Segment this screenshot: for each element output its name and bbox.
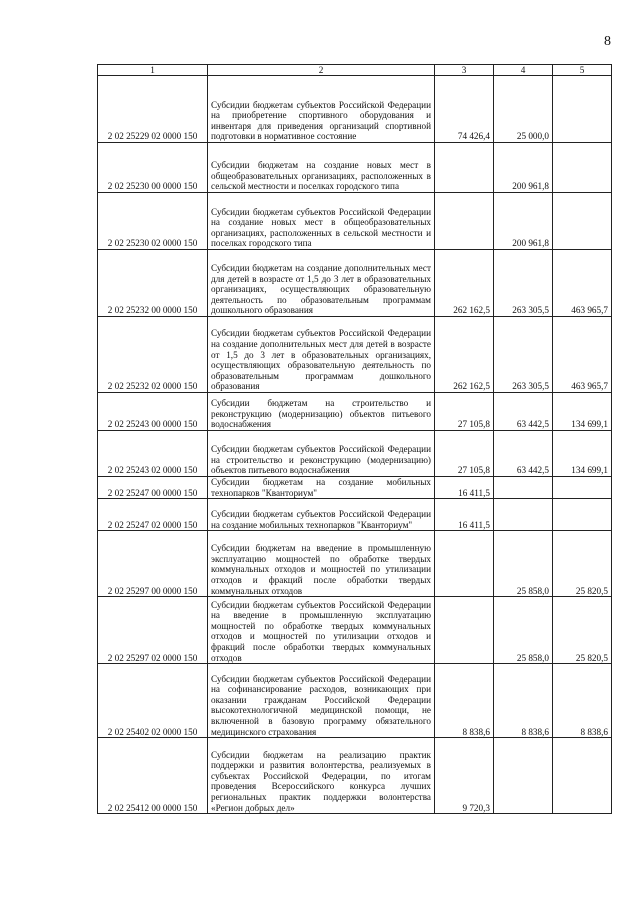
value-col5-cell (553, 499, 612, 531)
table-row (98, 597, 612, 664)
description-cell: Субсидии бюджетам на строительство и реконструкцию (модернизацию) объектов питьевого водоснабжения (208, 393, 435, 431)
value-col5-cell: 25 820,5 (553, 531, 612, 597)
budget-code-cell: 2 02 25243 02 0000 150 (98, 431, 208, 477)
description-cell: Субсидии бюджетам субъектов Российской Федерации на строительство и реконструкцию (модернизацию) объектов питьевого водоснабжения (208, 431, 435, 477)
column-header-3: 3 (435, 65, 494, 76)
budget-code-cell: 2 02 25230 00 0000 150 (98, 143, 208, 193)
value-col3-cell: 74 426,4 (435, 76, 494, 143)
table-row (98, 531, 612, 597)
column-header-1: 1 (98, 65, 208, 76)
value-col3-cell: 262 162,5 (435, 317, 494, 393)
description-cell: Субсидии бюджетам на введение в промышленную эксплуатацию мощностей по обработке твердых коммунальных отходов и мощностей по утилизации отходов и фракций после обработки твердых коммунальных отходов (208, 531, 435, 597)
value-col3-cell: 16 411,5 (435, 477, 494, 499)
value-col3-cell: 27 105,8 (435, 431, 494, 477)
value-col4-cell: 25 858,0 (494, 531, 553, 597)
description-cell: Субсидии бюджетам на создание мобильных технопарков "Кванториум" (208, 477, 435, 499)
description-cell: Субсидии бюджетам на реализацию практик поддержки и развития волонтерства, реализуемых в субъектах Российской Федерации, по итогам проведения Всероссийского конкурса лучших региональных практик поддержки волонтерства «Регион добрых дел» (208, 738, 435, 814)
value-col3-cell (435, 531, 494, 597)
column-header-5: 5 (553, 65, 612, 76)
budget-code-cell: 2 02 25232 02 0000 150 (98, 317, 208, 393)
budget-code-cell: 2 02 25230 02 0000 150 (98, 193, 208, 250)
value-col4-cell: 63 442,5 (494, 431, 553, 477)
value-col5-cell (553, 193, 612, 250)
value-col4-cell: 263 305,5 (494, 317, 553, 393)
value-col4-cell: 25 858,0 (494, 597, 553, 664)
value-col3-cell: 8 838,6 (435, 664, 494, 738)
value-col3-cell: 27 105,8 (435, 393, 494, 431)
value-col5-cell: 25 820,5 (553, 597, 612, 664)
budget-code-cell: 2 02 25412 00 0000 150 (98, 738, 208, 814)
value-col4-cell (494, 738, 553, 814)
value-col4-cell: 263 305,5 (494, 250, 553, 317)
column-header-2: 2 (208, 65, 435, 76)
table-row (98, 664, 612, 738)
table-row (98, 250, 612, 317)
table-row (98, 738, 612, 814)
value-col5-cell (553, 738, 612, 814)
table-row (98, 499, 612, 531)
table-row (98, 193, 612, 250)
value-col5-cell: 134 699,1 (553, 393, 612, 431)
value-col5-cell (553, 76, 612, 143)
value-col4-cell (494, 477, 553, 499)
description-cell: Субсидии бюджетам субъектов Российской Федерации на софинансирование расходов, возникающих при оказании гражданам Российской Федерации высокотехнологичной медицинской помощи, не включенной в базовую программу обязательного медицинского страхования (208, 664, 435, 738)
budget-code-cell: 2 02 25297 00 0000 150 (98, 531, 208, 597)
table-row (98, 143, 612, 193)
value-col3-cell (435, 597, 494, 664)
table-row (98, 431, 612, 477)
header-row (98, 65, 612, 76)
value-col5-cell: 8 838,6 (553, 664, 612, 738)
value-col3-cell: 9 720,3 (435, 738, 494, 814)
budget-code-cell: 2 02 25229 02 0000 150 (98, 76, 208, 143)
description-cell: Субсидии бюджетам субъектов Российской Федерации на приобретение спортивного оборудования и инвентаря для приведения организаций спортивной подготовки в нормативное состояние (208, 76, 435, 143)
budget-code-cell: 2 02 25247 00 0000 150 (98, 477, 208, 499)
description-cell: Субсидии бюджетам субъектов Российской Федерации на создание новых мест в общеобразовательных организациях, расположенных в сельской местности и поселках городского типа (208, 193, 435, 250)
page-number: 8 (604, 34, 611, 49)
description-cell: Субсидии бюджетам субъектов Российской Федерации на создание мобильных технопарков "Кванториум" (208, 499, 435, 531)
value-col5-cell: 134 699,1 (553, 431, 612, 477)
value-col4-cell: 63 442,5 (494, 393, 553, 431)
value-col3-cell (435, 193, 494, 250)
value-col4-cell: 200 961,8 (494, 193, 553, 250)
table-row (98, 393, 612, 431)
value-col3-cell: 16 411,5 (435, 499, 494, 531)
budget-code-cell: 2 02 25247 02 0000 150 (98, 499, 208, 531)
description-cell: Субсидии бюджетам на создание дополнительных мест для детей в возрасте от 1,5 до 3 лет в образовательных организациях, осуществляющих образовательную деятельность по образовательным программам дошкольного образования (208, 250, 435, 317)
budget-code-cell: 2 02 25232 00 0000 150 (98, 250, 208, 317)
description-cell: Субсидии бюджетам субъектов Российской Федерации на введение в промышленную эксплуатацию мощностей по обработке твердых коммунальных отходов и мощностей по утилизации отходов и фракций после обработки твердых коммунальных отходов (208, 597, 435, 664)
value-col5-cell (553, 143, 612, 193)
budget-code-cell: 2 02 25243 00 0000 150 (98, 393, 208, 431)
value-col3-cell (435, 143, 494, 193)
table-row (98, 317, 612, 393)
value-col5-cell: 463 965,7 (553, 317, 612, 393)
description-cell: Субсидии бюджетам субъектов Российской Федерации на создание дополнительных мест для детей в возрасте от 1,5 до 3 лет в образовательных организациях, осуществляющих образовательную деятельность по образовательным программам дошкольного образования (208, 317, 435, 393)
value-col4-cell: 25 000,0 (494, 76, 553, 143)
column-header-4: 4 (494, 65, 553, 76)
table-row (98, 477, 612, 499)
table-row (98, 76, 612, 143)
value-col5-cell: 463 965,7 (553, 250, 612, 317)
value-col5-cell (553, 477, 612, 499)
value-col3-cell: 262 162,5 (435, 250, 494, 317)
value-col4-cell (494, 499, 553, 531)
value-col4-cell: 8 838,6 (494, 664, 553, 738)
budget-code-cell: 2 02 25402 02 0000 150 (98, 664, 208, 738)
budget-code-cell: 2 02 25297 02 0000 150 (98, 597, 208, 664)
budget-table (97, 64, 612, 814)
description-cell: Субсидии бюджетам на создание новых мест в общеобразовательных организациях, расположенных в сельской местности и поселках городского типа (208, 143, 435, 193)
value-col4-cell: 200 961,8 (494, 143, 553, 193)
